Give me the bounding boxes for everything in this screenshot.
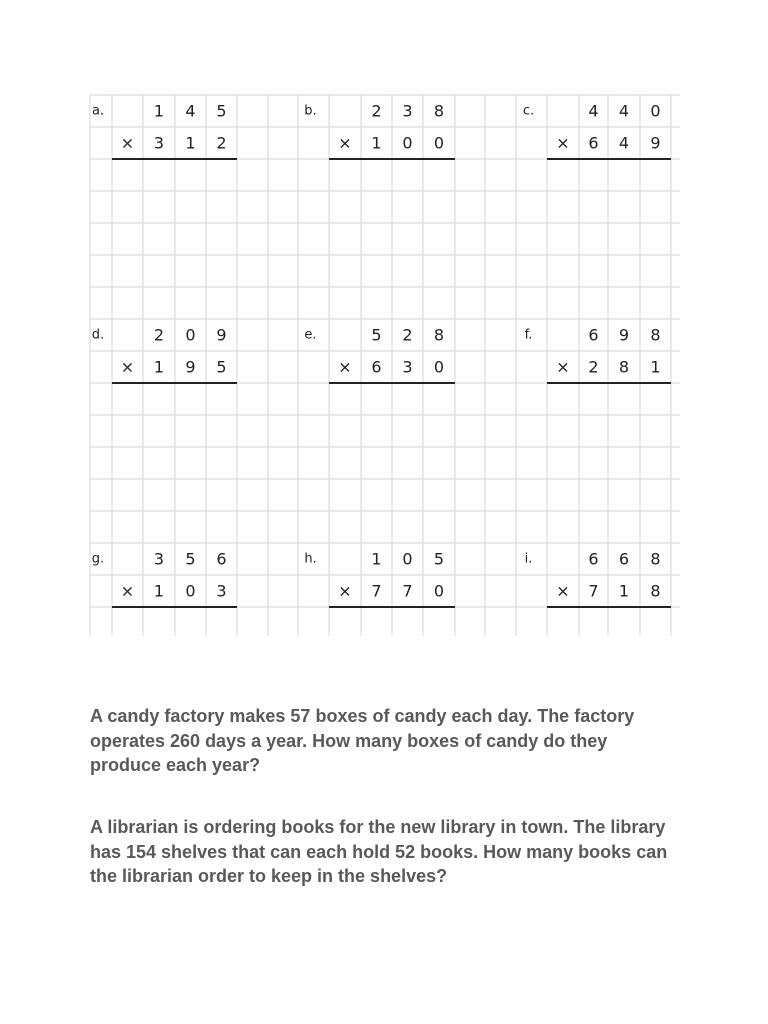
bottom-digit: 9 xyxy=(185,357,196,377)
bottom-digit: 6 xyxy=(371,357,382,377)
problem-label: e. xyxy=(304,327,317,343)
top-digit: 1 xyxy=(153,101,165,121)
bottom-digit: 8 xyxy=(650,581,661,601)
top-digit: 1 xyxy=(371,549,382,569)
top-digit: 3 xyxy=(153,549,165,569)
bottom-digit: 1 xyxy=(153,357,165,377)
top-digit: 8 xyxy=(650,325,661,345)
problem-label: b. xyxy=(304,103,317,119)
times-sign: × xyxy=(120,133,135,153)
top-digit: 8 xyxy=(650,549,661,569)
times-sign: × xyxy=(556,357,570,377)
bottom-digit: 7 xyxy=(371,581,382,601)
top-digit: 3 xyxy=(402,101,413,121)
bottom-digit: 8 xyxy=(618,357,630,377)
top-digit: 5 xyxy=(216,101,227,121)
problem-a xyxy=(92,102,237,160)
bottom-digit: 0 xyxy=(433,357,445,377)
bottom-digit: 0 xyxy=(433,133,445,153)
top-digit: 4 xyxy=(185,101,196,121)
bottom-digit: 3 xyxy=(402,357,413,377)
problem-label: d. xyxy=(91,327,105,343)
bottom-digit: 6 xyxy=(588,133,599,153)
bottom-digit: 1 xyxy=(185,133,196,153)
top-digit: 6 xyxy=(216,549,227,569)
top-digit: 6 xyxy=(588,325,599,345)
bottom-digit: 0 xyxy=(402,133,413,153)
problem-e xyxy=(304,326,455,384)
word-problem-candy-factory: A candy factory makes 57 boxes of candy each day. The factory operates 260 days a year. How many boxes of candy do they produce each year? xyxy=(90,706,635,775)
top-digit: 6 xyxy=(618,549,630,569)
top-digit: 2 xyxy=(153,325,165,345)
bottom-digit: 5 xyxy=(216,357,227,377)
problem-d xyxy=(92,326,237,384)
word-problem-librarian: A librarian is ordering books for the new library in town. The library has 154 shelves that can each hold 52 books. How many books can the librarian order to keep in the shelves? xyxy=(90,817,668,886)
problem-c xyxy=(523,102,671,160)
problem-label: a. xyxy=(91,103,105,119)
top-digit: 4 xyxy=(618,101,630,121)
bottom-digit: 3 xyxy=(153,133,165,153)
top-digit: 0 xyxy=(402,549,413,569)
top-digit: 2 xyxy=(402,325,413,345)
top-digit: 9 xyxy=(618,325,630,345)
bottom-digit: 1 xyxy=(371,133,382,153)
bottom-digit: 0 xyxy=(433,581,445,601)
top-digit: 8 xyxy=(433,101,445,121)
problem-g xyxy=(92,550,237,608)
top-digit: 5 xyxy=(185,549,196,569)
top-digit: 2 xyxy=(371,101,382,121)
top-digit: 6 xyxy=(588,549,599,569)
top-digit: 4 xyxy=(588,101,599,121)
problem-label: g. xyxy=(91,551,105,567)
problem-label: i. xyxy=(524,551,533,567)
problem-b xyxy=(304,102,455,160)
bottom-digit: 2 xyxy=(216,133,227,153)
bottom-digit: 7 xyxy=(588,581,599,601)
problem-label: c. xyxy=(522,103,535,119)
bottom-digit: 9 xyxy=(650,133,661,153)
top-digit: 9 xyxy=(216,325,227,345)
top-digit: 0 xyxy=(650,101,661,121)
times-sign: × xyxy=(338,581,352,601)
top-digit: 0 xyxy=(185,325,196,345)
bottom-digit: 4 xyxy=(618,133,630,153)
bottom-digit: 1 xyxy=(153,581,165,601)
times-sign: × xyxy=(120,581,135,601)
top-digit: 8 xyxy=(433,325,445,345)
bottom-digit: 0 xyxy=(185,581,196,601)
times-sign: × xyxy=(338,133,352,153)
problem-h xyxy=(304,550,455,608)
problem-label: f. xyxy=(524,327,533,343)
times-sign: × xyxy=(338,357,352,377)
problem-label: h. xyxy=(304,551,317,567)
times-sign: × xyxy=(556,581,570,601)
bottom-digit: 3 xyxy=(216,581,227,601)
times-sign: × xyxy=(120,357,135,377)
bottom-digit: 1 xyxy=(618,581,630,601)
bottom-digit: 7 xyxy=(402,581,413,601)
bottom-digit: 2 xyxy=(588,357,599,377)
top-digit: 5 xyxy=(433,549,445,569)
bottom-digit: 1 xyxy=(650,357,661,377)
top-digit: 5 xyxy=(371,325,382,345)
times-sign: × xyxy=(556,133,570,153)
